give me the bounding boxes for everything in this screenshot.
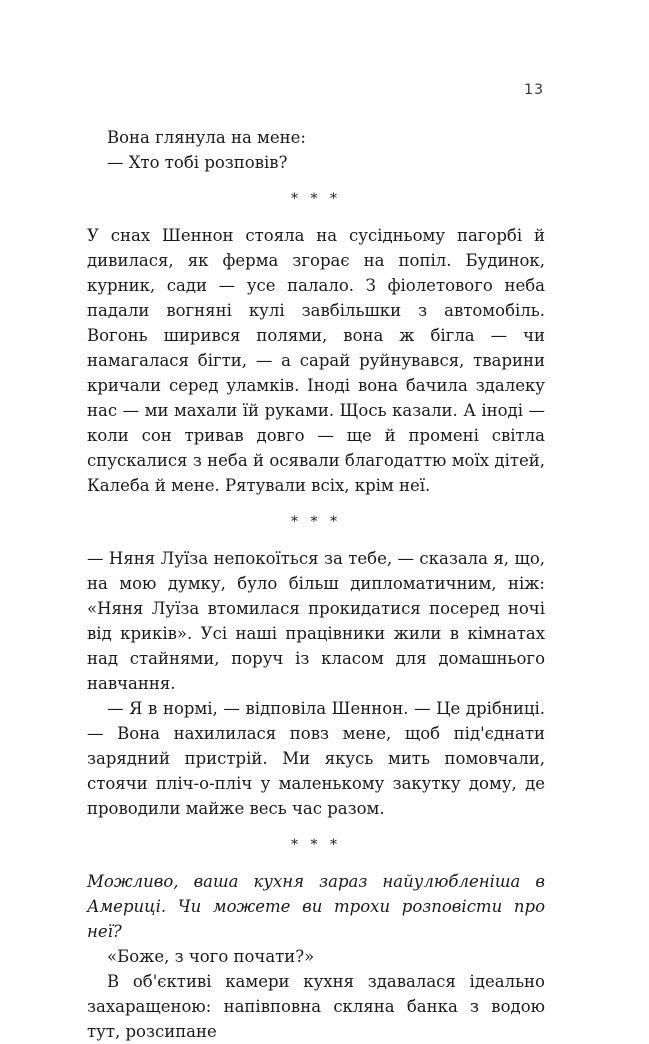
paragraph: Вона глянула на мене: — [107, 128, 306, 147]
paragraph: У снах Шеннон стояла на сусідньому пагорбі й дивилася, як ферма згорає на попіл. Будинок, курник, сади — усе палало. З фіолетового неба падали вогняні кулі завбільшки з автомобіль. Вогонь ширився полями, вона ж бігла — чи намагалася бігти, — а сарай руйнувався, тварини кричали серед уламків. Іноді вона бачила здалеку нас — ми махали їй руками. Щось казали. А іноді — коли сон тривав довго — ще й промені світла спускалися з неба й осявали благодаттю моїх дітей, Калеба й мене. Рятували всіх, крім неї. — [87, 226, 545, 495]
paragraph: — Няня Луїза непокоїться за тебе, — сказала я, що, на мою думку, було більш дипломатичним, ніж: «Няня Луїза втомилася прокидатися посеред ночі від криків». Усі наші працівники жили в кімнатах над стайнями, поруч із класом для домашнього навчання. — [87, 549, 545, 693]
interview-question: Можливо, ваша кухня зараз найулюбленіша в Америці. Чи можете ви трохи розповісти про неї? — [87, 872, 545, 941]
section-separator: * * * — [291, 837, 341, 853]
paragraph: — Хто тобі розповів? — [107, 153, 288, 172]
section-separator: * * * — [291, 514, 341, 530]
paragraph: В об'єктиві камери кухня здавалася ідеально захаращеною: напівповна скляна банка з водою тут, розсипане — [87, 972, 545, 1041]
paragraph: «Боже, з чого почати?» — [107, 947, 315, 966]
page-number: 13 — [524, 82, 544, 98]
page-text — [87, 125, 545, 1044]
section-separator: * * * — [291, 191, 341, 207]
paragraph: — Я в нормі, — відповіла Шеннон. — Це дрібниці. — Вона нахилилася повз мене, щоб під'єднати зарядний пристрій. Ми якусь мить помовчали, стоячи пліч-о-пліч у маленькому закутку дому, де проводили майже весь час разом. — [87, 699, 545, 818]
